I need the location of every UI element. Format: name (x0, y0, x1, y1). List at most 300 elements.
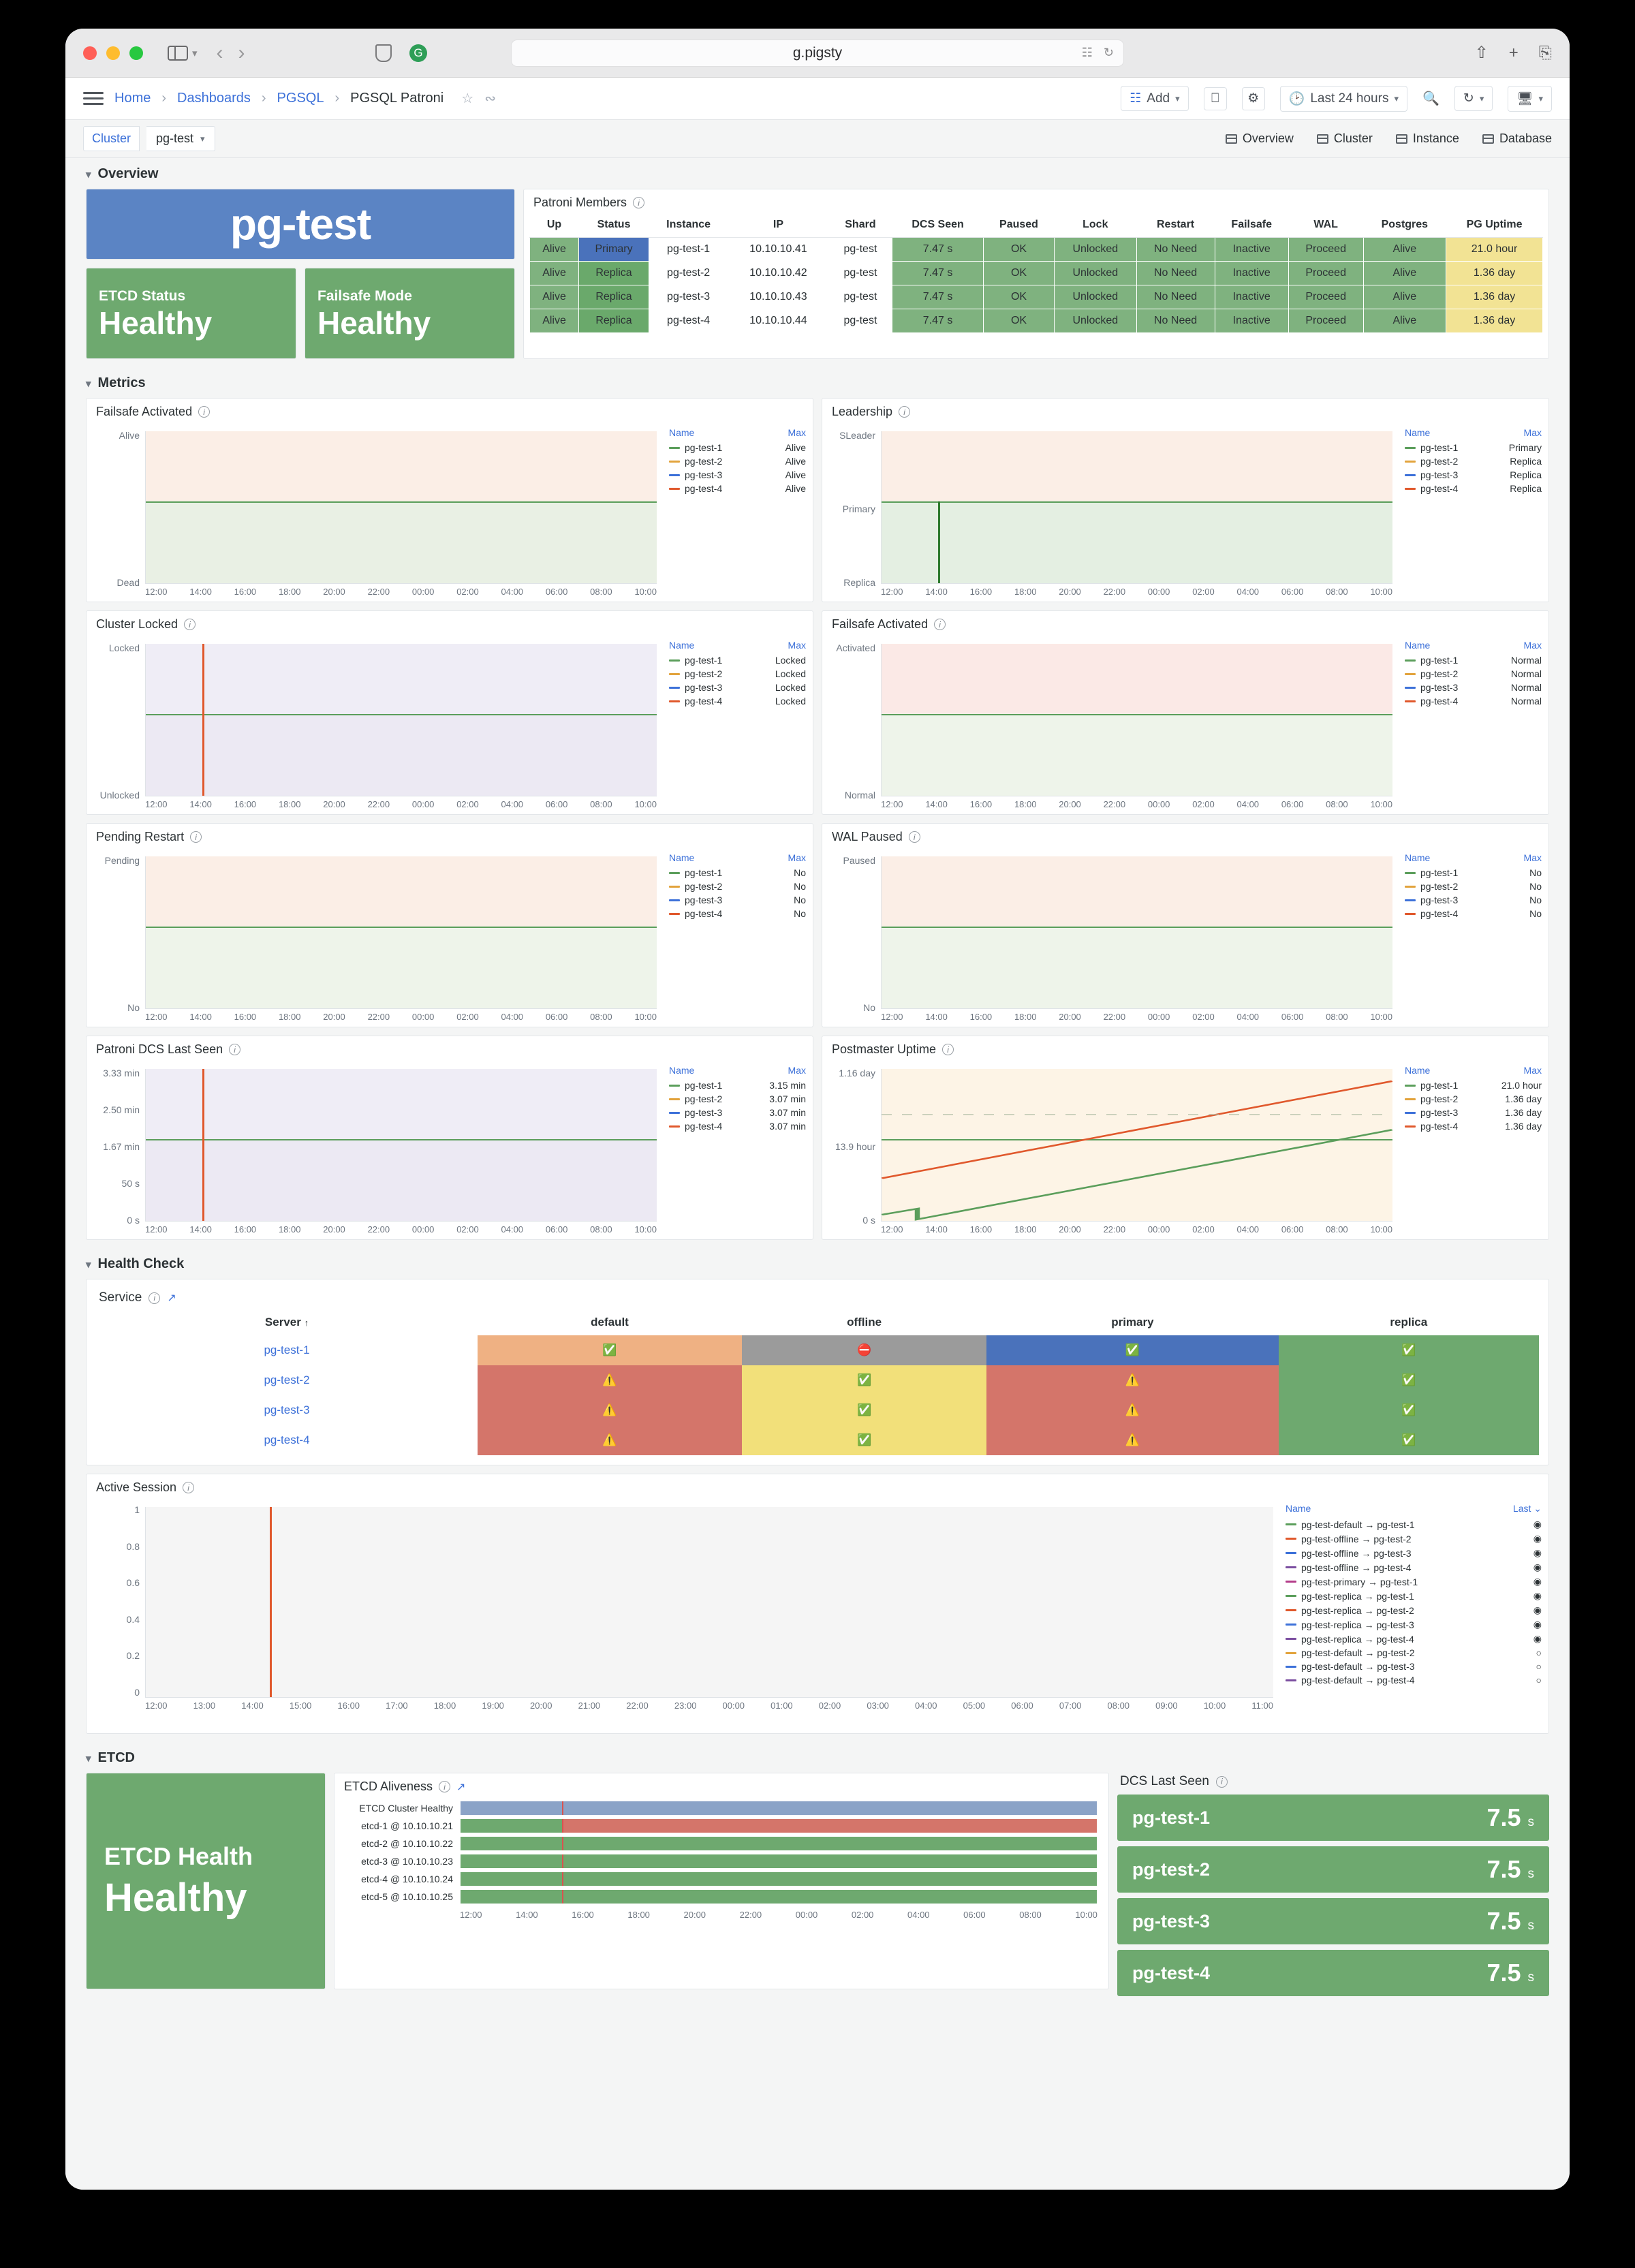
external-link-icon[interactable]: ↗ (456, 1781, 466, 1793)
time-range-label: Last 24 hours (1310, 91, 1389, 106)
col-failsafe[interactable]: Failsafe (1215, 213, 1288, 238)
panel-header (822, 1036, 1548, 1059)
chart-area[interactable] (822, 422, 1548, 600)
panel-title-text: Patroni Members (533, 196, 627, 209)
dashboard-body (65, 158, 1570, 2190)
info-icon[interactable]: i (149, 1292, 160, 1304)
dashboard-settings-button[interactable]: ⚙ (1242, 87, 1265, 110)
plot[interactable] (822, 424, 1398, 596)
plot[interactable] (822, 1062, 1398, 1234)
x-axis-tick: 04:00 (1236, 1012, 1260, 1022)
star-icon[interactable]: ☆ (461, 91, 474, 106)
legend-item[interactable] (1283, 1646, 1544, 1660)
x-axis-tick: 22:00 (1103, 1224, 1126, 1234)
x-axis-tick: 05:00 (963, 1700, 986, 1711)
legend-item[interactable] (1283, 1574, 1544, 1589)
tabs-overview-button[interactable]: ⎘ (1538, 43, 1552, 62)
heatmap-row-track[interactable] (460, 1854, 1097, 1869)
col-lock[interactable]: Lock (1055, 213, 1136, 238)
legend-series-value: Alive (785, 442, 806, 453)
plot-area[interactable] (145, 644, 657, 796)
legend-color-swatch (1405, 488, 1416, 490)
legend-col-value[interactable]: Max (788, 427, 806, 438)
x-axis-tick: 14:00 (925, 587, 948, 597)
legend-series-name: pg-test-1 (1420, 442, 1459, 453)
legend-series-name: pg-test-offline → pg-test-4 (1301, 1562, 1412, 1573)
cell-replica: ✅ (1279, 1335, 1539, 1365)
add-panel-button[interactable]: ☷ Add ▾ (1121, 86, 1188, 111)
new-tab-button[interactable]: + (1508, 43, 1519, 62)
heatmap-row-label: etcd-5 @ 10.10.10.25 (361, 1891, 453, 1902)
x-axis-tick: 18:00 (278, 799, 301, 809)
nav-instance-label: Instance (1412, 131, 1459, 145)
legend-col-value[interactable]: Max (1523, 1065, 1542, 1076)
legend-color-swatch (1405, 659, 1416, 662)
legend-col-value[interactable]: Max (1523, 852, 1542, 863)
legend-item[interactable] (1402, 1078, 1544, 1092)
heatmap-row-track[interactable] (460, 1871, 1097, 1886)
y-axis-tick: 0.4 (126, 1613, 140, 1625)
panel-header (87, 399, 813, 422)
col-ip[interactable]: IP (728, 213, 828, 238)
section-header-metrics[interactable] (65, 367, 1570, 398)
legend-item[interactable] (1402, 653, 1544, 667)
nav-link-instance[interactable] (1396, 131, 1459, 146)
legend-item[interactable] (1402, 694, 1544, 708)
legend-series-value: 21.0 hour (1501, 1080, 1542, 1091)
x-axis-tick: 04:00 (1236, 587, 1260, 597)
cell-server[interactable]: pg-test-2 (264, 1373, 310, 1386)
cell-shard[interactable]: pg-test (828, 309, 892, 333)
table-row (96, 1335, 1539, 1365)
legend-series-value: 3.07 min (769, 1093, 806, 1104)
legend-series-marker: ◉ (1533, 1576, 1542, 1587)
cell-server[interactable]: pg-test-1 (264, 1343, 310, 1356)
active-session-title (87, 1474, 1548, 1497)
legend-series-value: No (1529, 867, 1542, 878)
panel-title-text: Pending Restart (96, 830, 185, 843)
x-axis-tick: 10:00 (1075, 1910, 1097, 1920)
x-axis-tick: 14:00 (189, 1224, 212, 1234)
legend-col-name[interactable]: Name (1405, 640, 1431, 651)
legend-item[interactable] (1402, 468, 1544, 482)
cluster-variable-select[interactable]: pg-test ▾ (146, 126, 215, 151)
legend-item[interactable] (1402, 681, 1544, 694)
chart-area[interactable] (822, 634, 1548, 813)
section-header-etcd[interactable] (65, 1742, 1570, 1773)
legend-item[interactable] (666, 1106, 809, 1119)
legend-item[interactable] (666, 1092, 809, 1106)
y-axis-tick: SLeader (839, 430, 875, 441)
legend-series-name: pg-test-replica → pg-test-1 (1301, 1590, 1414, 1602)
legend-item[interactable] (1283, 1632, 1544, 1646)
x-axis-tick: 22:00 (367, 587, 390, 597)
plot[interactable] (87, 1062, 662, 1234)
legend-series-value: Locked (775, 696, 806, 706)
back-button[interactable]: ‹ (216, 41, 223, 64)
col-dcs-seen[interactable]: DCS Seen (892, 213, 984, 238)
plot-area[interactable] (145, 431, 657, 584)
x-axis-tick: 06:00 (1281, 587, 1304, 597)
series-line (146, 501, 657, 503)
view-mode-button[interactable]: 🖥 ▾ (1508, 86, 1552, 112)
legend-col-name[interactable]: Name (1405, 852, 1431, 863)
cell-instance[interactable]: pg-test-1 (649, 238, 728, 262)
info-icon[interactable]: i (633, 197, 644, 208)
cell-instance[interactable]: pg-test-2 (649, 262, 728, 285)
patroni-members-table (529, 213, 1543, 333)
legend-item[interactable] (1402, 441, 1544, 454)
cell-shard[interactable]: pg-test (828, 238, 892, 262)
legend-item[interactable] (1402, 454, 1544, 468)
x-axis-tick: 12:00 (145, 1224, 168, 1234)
legend-item[interactable] (1402, 893, 1544, 907)
info-icon[interactable]: i (184, 619, 196, 630)
col-replica[interactable]: replica (1390, 1316, 1428, 1329)
col-postgres[interactable]: Postgres (1363, 213, 1446, 238)
legend-item[interactable] (666, 880, 809, 893)
cell-server[interactable]: pg-test-4 (264, 1433, 310, 1446)
chart-area[interactable] (822, 847, 1548, 1025)
table-row (96, 1395, 1539, 1425)
panel-title-text: Service (99, 1290, 142, 1305)
legend-col-value[interactable]: Max (788, 640, 806, 651)
time-range-picker[interactable]: 🕑 Last 24 hours ▾ (1280, 86, 1407, 112)
nav-link-overview[interactable] (1226, 131, 1294, 146)
legend-item[interactable] (1402, 907, 1544, 920)
cell-ip[interactable]: 10.10.10.43 (728, 285, 828, 309)
cell-server[interactable]: pg-test-3 (264, 1403, 310, 1416)
cell-failsafe: Inactive (1215, 238, 1288, 262)
legend-item[interactable] (666, 694, 809, 708)
y-axis-tick: 0.2 (126, 1650, 140, 1662)
info-icon[interactable]: i (439, 1781, 450, 1792)
x-axis-tick: 00:00 (1147, 1012, 1170, 1022)
col-server[interactable]: Server ↑ (264, 1316, 309, 1329)
cell-ip[interactable]: 10.10.10.42 (728, 262, 828, 285)
close-window-button[interactable] (83, 46, 97, 60)
legend-item[interactable] (1402, 1119, 1544, 1133)
legend-series-name: pg-test-1 (685, 655, 723, 666)
nav-link-database[interactable] (1482, 131, 1552, 146)
series-line (882, 714, 1392, 715)
dcs-instance-name: pg-test-4 (1132, 1962, 1210, 1983)
cell-ip[interactable]: 10.10.10.41 (728, 238, 828, 262)
x-axis-tick: 12:00 (145, 799, 168, 809)
col-offline[interactable]: offline (847, 1316, 882, 1329)
legend-col-value[interactable]: Last ⌄ (1512, 1503, 1542, 1514)
list-icon (1396, 134, 1407, 144)
col-restart[interactable]: Restart (1136, 213, 1215, 238)
legend-col-name[interactable]: Name (669, 1065, 695, 1076)
info-icon[interactable]: i (1216, 1776, 1228, 1788)
cell-ip[interactable]: 10.10.10.44 (728, 309, 828, 333)
legend-col-value[interactable]: Max (788, 1065, 806, 1076)
panel-pending-restart (86, 823, 813, 1027)
dcs-unit: s (1527, 1815, 1534, 1829)
cell-instance[interactable]: pg-test-3 (649, 285, 728, 309)
chart-area[interactable] (822, 1059, 1548, 1238)
address-bar[interactable] (414, 40, 1124, 67)
legend-item[interactable] (1283, 1673, 1544, 1687)
legend-series-value: No (794, 908, 806, 919)
x-axis (881, 799, 1392, 809)
legend-col-value[interactable]: Max (1523, 640, 1542, 651)
list-icon (1226, 134, 1237, 144)
panel-title-text: Postmaster Uptime (832, 1042, 937, 1056)
legend-item[interactable] (1283, 1660, 1544, 1673)
legend-color-swatch (669, 913, 680, 915)
chevron-down-icon: ▾ (86, 168, 91, 181)
col-default[interactable]: default (591, 1316, 629, 1329)
legend-item[interactable] (666, 454, 809, 468)
legend-series-name: pg-test-replica → pg-test-2 (1301, 1604, 1414, 1616)
legend-col-name[interactable]: Name (669, 640, 695, 651)
etcd-health-label: ETCD Health (104, 1842, 253, 1870)
cell-shard[interactable]: pg-test (828, 285, 892, 309)
legend-item[interactable] (1402, 667, 1544, 681)
info-icon[interactable]: i (198, 406, 210, 418)
plot-area[interactable] (881, 431, 1392, 584)
legend-col-name[interactable]: Name (669, 852, 695, 863)
series-lines (882, 1069, 1392, 1221)
legend-item[interactable] (1402, 482, 1544, 495)
plot[interactable] (87, 850, 662, 1021)
refresh-button[interactable]: ↻ ▾ (1454, 86, 1493, 111)
heatmap-row-track[interactable] (460, 1801, 1097, 1816)
legend-col-name[interactable]: Name (1405, 427, 1431, 438)
col-paused[interactable]: Paused (983, 213, 1054, 238)
section-header-overview[interactable] (65, 158, 1570, 189)
legend-series-marker: ○ (1536, 1675, 1542, 1686)
etcd-status-value: Healthy (99, 305, 213, 341)
legend-item[interactable] (1402, 1106, 1544, 1119)
plot[interactable] (822, 850, 1398, 1021)
x-axis-tick: 06:00 (1011, 1700, 1033, 1711)
legend-series-marker: ◉ (1533, 1519, 1542, 1529)
x-axis-tick: 14:00 (925, 799, 948, 809)
col-instance[interactable]: Instance (649, 213, 728, 238)
plot-area[interactable] (881, 856, 1392, 1009)
series-line (882, 501, 1392, 503)
x-axis-tick: 02:00 (1192, 587, 1215, 597)
export-button[interactable]: ⎕ (1204, 87, 1227, 110)
x-axis-tick: 04:00 (915, 1700, 937, 1711)
legend-color-swatch (669, 1098, 680, 1100)
chart-legend (1402, 1059, 1548, 1238)
panel-header (822, 611, 1548, 634)
legend-item[interactable] (666, 482, 809, 495)
col-up[interactable]: Up (530, 213, 579, 238)
x-axis-tick: 06:00 (545, 799, 568, 809)
x-axis-tick: 20:00 (1059, 1224, 1081, 1234)
legend-item[interactable] (1402, 866, 1544, 880)
cell-primary: ✅ (986, 1335, 1278, 1365)
heatmap-row-track[interactable] (460, 1836, 1097, 1851)
plot-area[interactable] (145, 856, 657, 1009)
plot[interactable] (822, 637, 1398, 809)
share-icon[interactable]: ⇧ (1474, 44, 1489, 62)
legend-item[interactable] (666, 667, 809, 681)
legend-item[interactable] (666, 653, 809, 667)
chart-legend (1283, 1497, 1548, 1729)
x-axis-tick: 20:00 (1059, 587, 1081, 597)
legend-item[interactable] (666, 893, 809, 907)
legend-series-marker: ◉ (1533, 1562, 1542, 1572)
col-wal[interactable]: WAL (1288, 213, 1363, 238)
y-axis-tick: Pending (104, 855, 140, 866)
heatmap-row (339, 1889, 1097, 1904)
legend-col-name[interactable]: Name (669, 427, 695, 438)
x-axis-tick: 19:00 (482, 1700, 504, 1711)
legend-item[interactable] (1283, 1560, 1544, 1574)
x-axis-tick: 20:00 (683, 1910, 706, 1920)
cell-instance[interactable]: pg-test-4 (649, 309, 728, 333)
legend-item[interactable] (1283, 1517, 1544, 1532)
sidebar-toggle-button[interactable]: ▾ (168, 46, 198, 61)
translate-icon[interactable]: ☷ (1081, 46, 1093, 59)
plot-area[interactable] (145, 1069, 657, 1222)
zoom-out-button[interactable]: 🔍 (1422, 91, 1439, 106)
plot-area[interactable] (881, 1069, 1392, 1222)
x-axis-tick: 20:00 (1059, 799, 1081, 809)
legend-series-name: pg-test-4 (1420, 483, 1459, 494)
x-axis-tick: 06:00 (1281, 799, 1304, 809)
legend-series-name: pg-test-replica → pg-test-4 (1301, 1633, 1414, 1645)
legend-item[interactable] (1283, 1589, 1544, 1603)
chart-area[interactable] (87, 847, 813, 1025)
info-icon[interactable]: i (183, 1482, 194, 1493)
heatmap-row-track[interactable] (460, 1818, 1097, 1833)
y-axis-tick: Locked (108, 642, 140, 653)
window-controls[interactable] (83, 46, 143, 60)
external-link-icon[interactable]: ↗ (167, 1292, 176, 1304)
x-axis-tick: 22:00 (367, 799, 390, 809)
legend-color-swatch (669, 700, 680, 702)
cell-shard[interactable]: pg-test (828, 262, 892, 285)
legend-color-swatch (1286, 1624, 1296, 1626)
legend-col-name[interactable]: Name (1286, 1503, 1311, 1514)
x-axis-tick: 00:00 (411, 1224, 435, 1234)
legend-col-value[interactable]: Max (1523, 427, 1542, 438)
col-status[interactable]: Status (579, 213, 649, 238)
cell-status: Replica (579, 262, 649, 285)
url-text: g.pigsty (792, 44, 843, 61)
x-axis-tick: 22:00 (1103, 587, 1126, 597)
chevron-down-icon: ▾ (86, 1752, 91, 1765)
legend-item[interactable] (1402, 880, 1544, 893)
x-axis-tick: 18:00 (278, 587, 301, 597)
browser-chrome (65, 29, 1570, 78)
x-axis-tick: 20:00 (323, 587, 345, 597)
legend-col-value[interactable]: Max (788, 852, 806, 863)
table-row (530, 262, 1543, 285)
plot[interactable] (87, 1500, 1279, 1725)
legend-item[interactable] (1283, 1617, 1544, 1632)
col-pg-uptime[interactable]: PG Uptime (1446, 213, 1543, 238)
y-axis-tick: Paused (843, 855, 875, 866)
x-axis (145, 799, 657, 809)
y-axis-tick: 0 (134, 1687, 140, 1698)
legend-series-value: Alive (785, 469, 806, 480)
heatmap-row-track[interactable] (460, 1889, 1097, 1904)
legend-item[interactable] (666, 681, 809, 694)
metrics-row (65, 823, 1570, 1036)
x-axis-tick: 20:00 (323, 799, 345, 809)
legend-item[interactable] (1283, 1603, 1544, 1617)
legend-item[interactable] (666, 1078, 809, 1092)
legend-series-value: 1.36 day (1505, 1107, 1542, 1118)
chart-area[interactable] (87, 1059, 813, 1238)
x-axis-tick: 16:00 (234, 587, 257, 597)
info-icon[interactable]: i (229, 1044, 240, 1055)
info-icon[interactable]: i (899, 406, 910, 418)
legend-col-name[interactable]: Name (1405, 1065, 1431, 1076)
list-icon (1482, 134, 1494, 144)
legend-item[interactable] (1283, 1532, 1544, 1546)
chart-area[interactable] (87, 422, 813, 600)
breadcrumb-home[interactable]: Home (114, 91, 151, 106)
legend-item[interactable] (666, 866, 809, 880)
chart-area[interactable] (87, 634, 813, 813)
info-icon[interactable]: i (909, 831, 920, 843)
x-axis-tick: 10:00 (1370, 1224, 1392, 1234)
x-axis (881, 1012, 1392, 1022)
x-axis-tick: 14:00 (925, 1012, 948, 1022)
breadcrumb-dashboards[interactable]: Dashboards (177, 91, 251, 106)
breadcrumb-pgsql[interactable]: PGSQL (277, 91, 324, 106)
info-icon[interactable]: i (942, 1044, 954, 1055)
plot[interactable] (87, 637, 662, 809)
forward-button[interactable]: › (238, 41, 245, 64)
info-icon[interactable]: i (190, 831, 202, 843)
plot-area[interactable] (881, 644, 1392, 796)
legend-series-value: Normal (1510, 682, 1542, 693)
menu-icon[interactable] (83, 89, 104, 108)
legend-item[interactable] (666, 468, 809, 482)
cell-default: ✅ (478, 1335, 742, 1365)
cell-up: Alive (530, 309, 579, 333)
info-icon[interactable]: i (934, 619, 946, 630)
plot[interactable] (87, 424, 662, 596)
legend-item[interactable] (666, 907, 809, 920)
col-shard[interactable]: Shard (828, 213, 892, 238)
legend-item[interactable] (1283, 1546, 1544, 1560)
table-header-row (530, 213, 1543, 238)
reload-icon[interactable]: ↻ (1103, 46, 1114, 59)
legend-series-value: Replica (1510, 469, 1542, 480)
maximize-window-button[interactable] (129, 46, 143, 60)
metrics-row (65, 1036, 1570, 1248)
panel-header (822, 824, 1548, 847)
legend-item[interactable] (666, 1119, 809, 1133)
reader-icon[interactable] (375, 44, 392, 62)
time-cursor (562, 1854, 563, 1868)
legend-item[interactable] (666, 441, 809, 454)
plot-area[interactable] (145, 1507, 1273, 1698)
col-primary[interactable]: primary (1111, 1316, 1154, 1329)
minimize-window-button[interactable] (106, 46, 120, 60)
section-header-health-check[interactable] (65, 1248, 1570, 1279)
nav-link-cluster[interactable] (1317, 131, 1373, 146)
legend-color-swatch (1405, 1112, 1416, 1114)
legend-item[interactable] (1402, 1092, 1544, 1106)
share-dashboard-icon[interactable]: ∾ (484, 91, 496, 106)
dcs-value: 7.5 s (1486, 1855, 1534, 1883)
x-axis-tick: 10:00 (634, 587, 657, 597)
heatmap-row (339, 1818, 1097, 1833)
failsafe-mode-label: Failsafe Mode (317, 288, 412, 304)
